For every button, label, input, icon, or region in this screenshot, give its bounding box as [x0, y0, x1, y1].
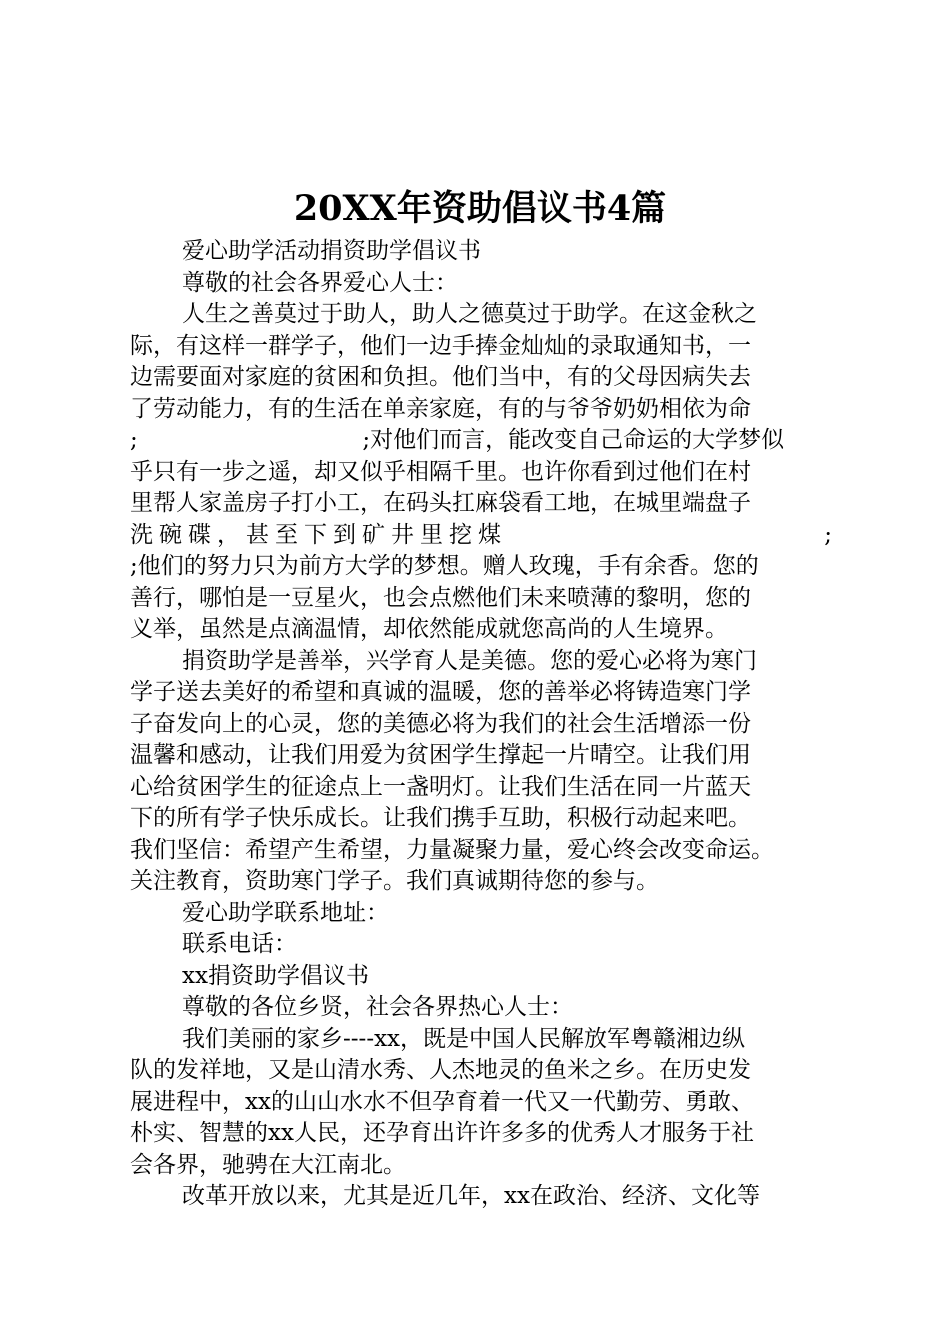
paragraph-line-split: [130, 520, 832, 552]
paragraph-line: 改革开放以来，尤其是近几年，xx在政治、经济、文化等: [182, 1183, 760, 1209]
document-body: [130, 236, 832, 1213]
paragraph-line: 下的所有学子快乐成长。让我们携手互助，积极行动起来吧。: [130, 805, 751, 831]
paragraph-line: 我们美丽的家乡----xx，既是中国人民解放军粤赣湘边纵: [182, 1025, 746, 1052]
paragraph-line: 队的发祥地，又是山清水秀、人杰地灵的鱼米之乡。在历史发: [130, 1057, 751, 1083]
paragraph-line: 爱心助学活动捐资助学倡议书: [182, 238, 481, 264]
paragraph-line: ;他们的努力只为前方大学的梦想。赠人玫瑰，手有余香。您的: [130, 553, 759, 579]
split-line-right: ;对他们而言，能改变自己命运的大学梦似: [362, 427, 785, 453]
paragraph-line: 朴实、智慧的xx人民，还孕育出许许多多的优秀人才服务于社: [130, 1120, 754, 1146]
paragraph-line: xx捐资助学倡议书: [182, 962, 369, 989]
split-line-left: ;: [130, 427, 138, 453]
paragraph-line: 尊敬的各位乡贤，社会各界热心人士：: [182, 994, 573, 1020]
paragraph-line: 学子送去美好的希望和真诚的温暖，您的善举必将铸造寒门学: [130, 679, 751, 705]
paragraph-line: 捐资助学是善举，兴学育人是美德。您的爱心必将为寒门: [182, 647, 757, 674]
paragraph-line: 联系电话：: [182, 931, 297, 957]
split-line-left: 洗碗碟，甚至下到矿井里挖煤: [130, 521, 507, 548]
paragraph-line: 义举，虽然是点滴温情，却依然能成就您高尚的人生境界。: [130, 616, 728, 642]
paragraph-line: 人生之善莫过于助人，助人之德莫过于助学。在这金秋之: [182, 301, 757, 327]
paragraph-line: 尊敬的社会各界爱心人士：: [182, 269, 458, 296]
paragraph-line: 我们坚信：希望产生希望，力量凝聚力量，爱心终会改变命运。: [130, 836, 774, 863]
paragraph-line: 会各界，驰骋在大江南北。: [130, 1151, 406, 1178]
document-title: 20XX年资助倡议书4篇: [293, 188, 667, 229]
paragraph-line: 了劳动能力，有的生活在单亲家庭，有的与爷爷奶奶相依为命: [130, 395, 751, 422]
paragraph-line: 心给贫困学生的征途点上一盏明灯。让我们生活在同一片蓝天: [130, 773, 751, 800]
split-line-right: ;: [824, 521, 832, 548]
paragraph-line: 里帮人家盖房子打小工，在码头扛麻袋看工地，在城里端盘子: [130, 490, 751, 516]
paragraph-line: 乎只有一步之遥，却又似乎相隔千里。也许你看到过他们在村: [130, 458, 751, 485]
paragraph-line: 爱心助学联系地址：: [182, 899, 389, 926]
paragraph-line: 际，有这样一群学子，他们一边手捧金灿灿的录取通知书，一: [130, 332, 751, 359]
paragraph-line-split: [130, 425, 832, 457]
paragraph-line: 善行，哪怕是一豆星火，也会点燃他们未来喷薄的黎明，您的: [130, 584, 751, 611]
paragraph-line: 子奋发向上的心灵，您的美德必将为我们的社会生活增添一份: [130, 710, 751, 737]
paragraph-line: 关注教育，资助寒门学子。我们真诚期待您的参与。: [130, 868, 659, 894]
paragraph-line: 温馨和感动，让我们用爱为贫困学生撑起一片晴空。让我们用: [130, 742, 751, 768]
paragraph-line: 边需要面对家庭的贫困和负担。他们当中，有的父母因病失去: [130, 364, 751, 390]
paragraph-line: 展进程中，xx的山山水水不但孕育着一代又一代勤劳、勇敢、: [130, 1088, 754, 1115]
